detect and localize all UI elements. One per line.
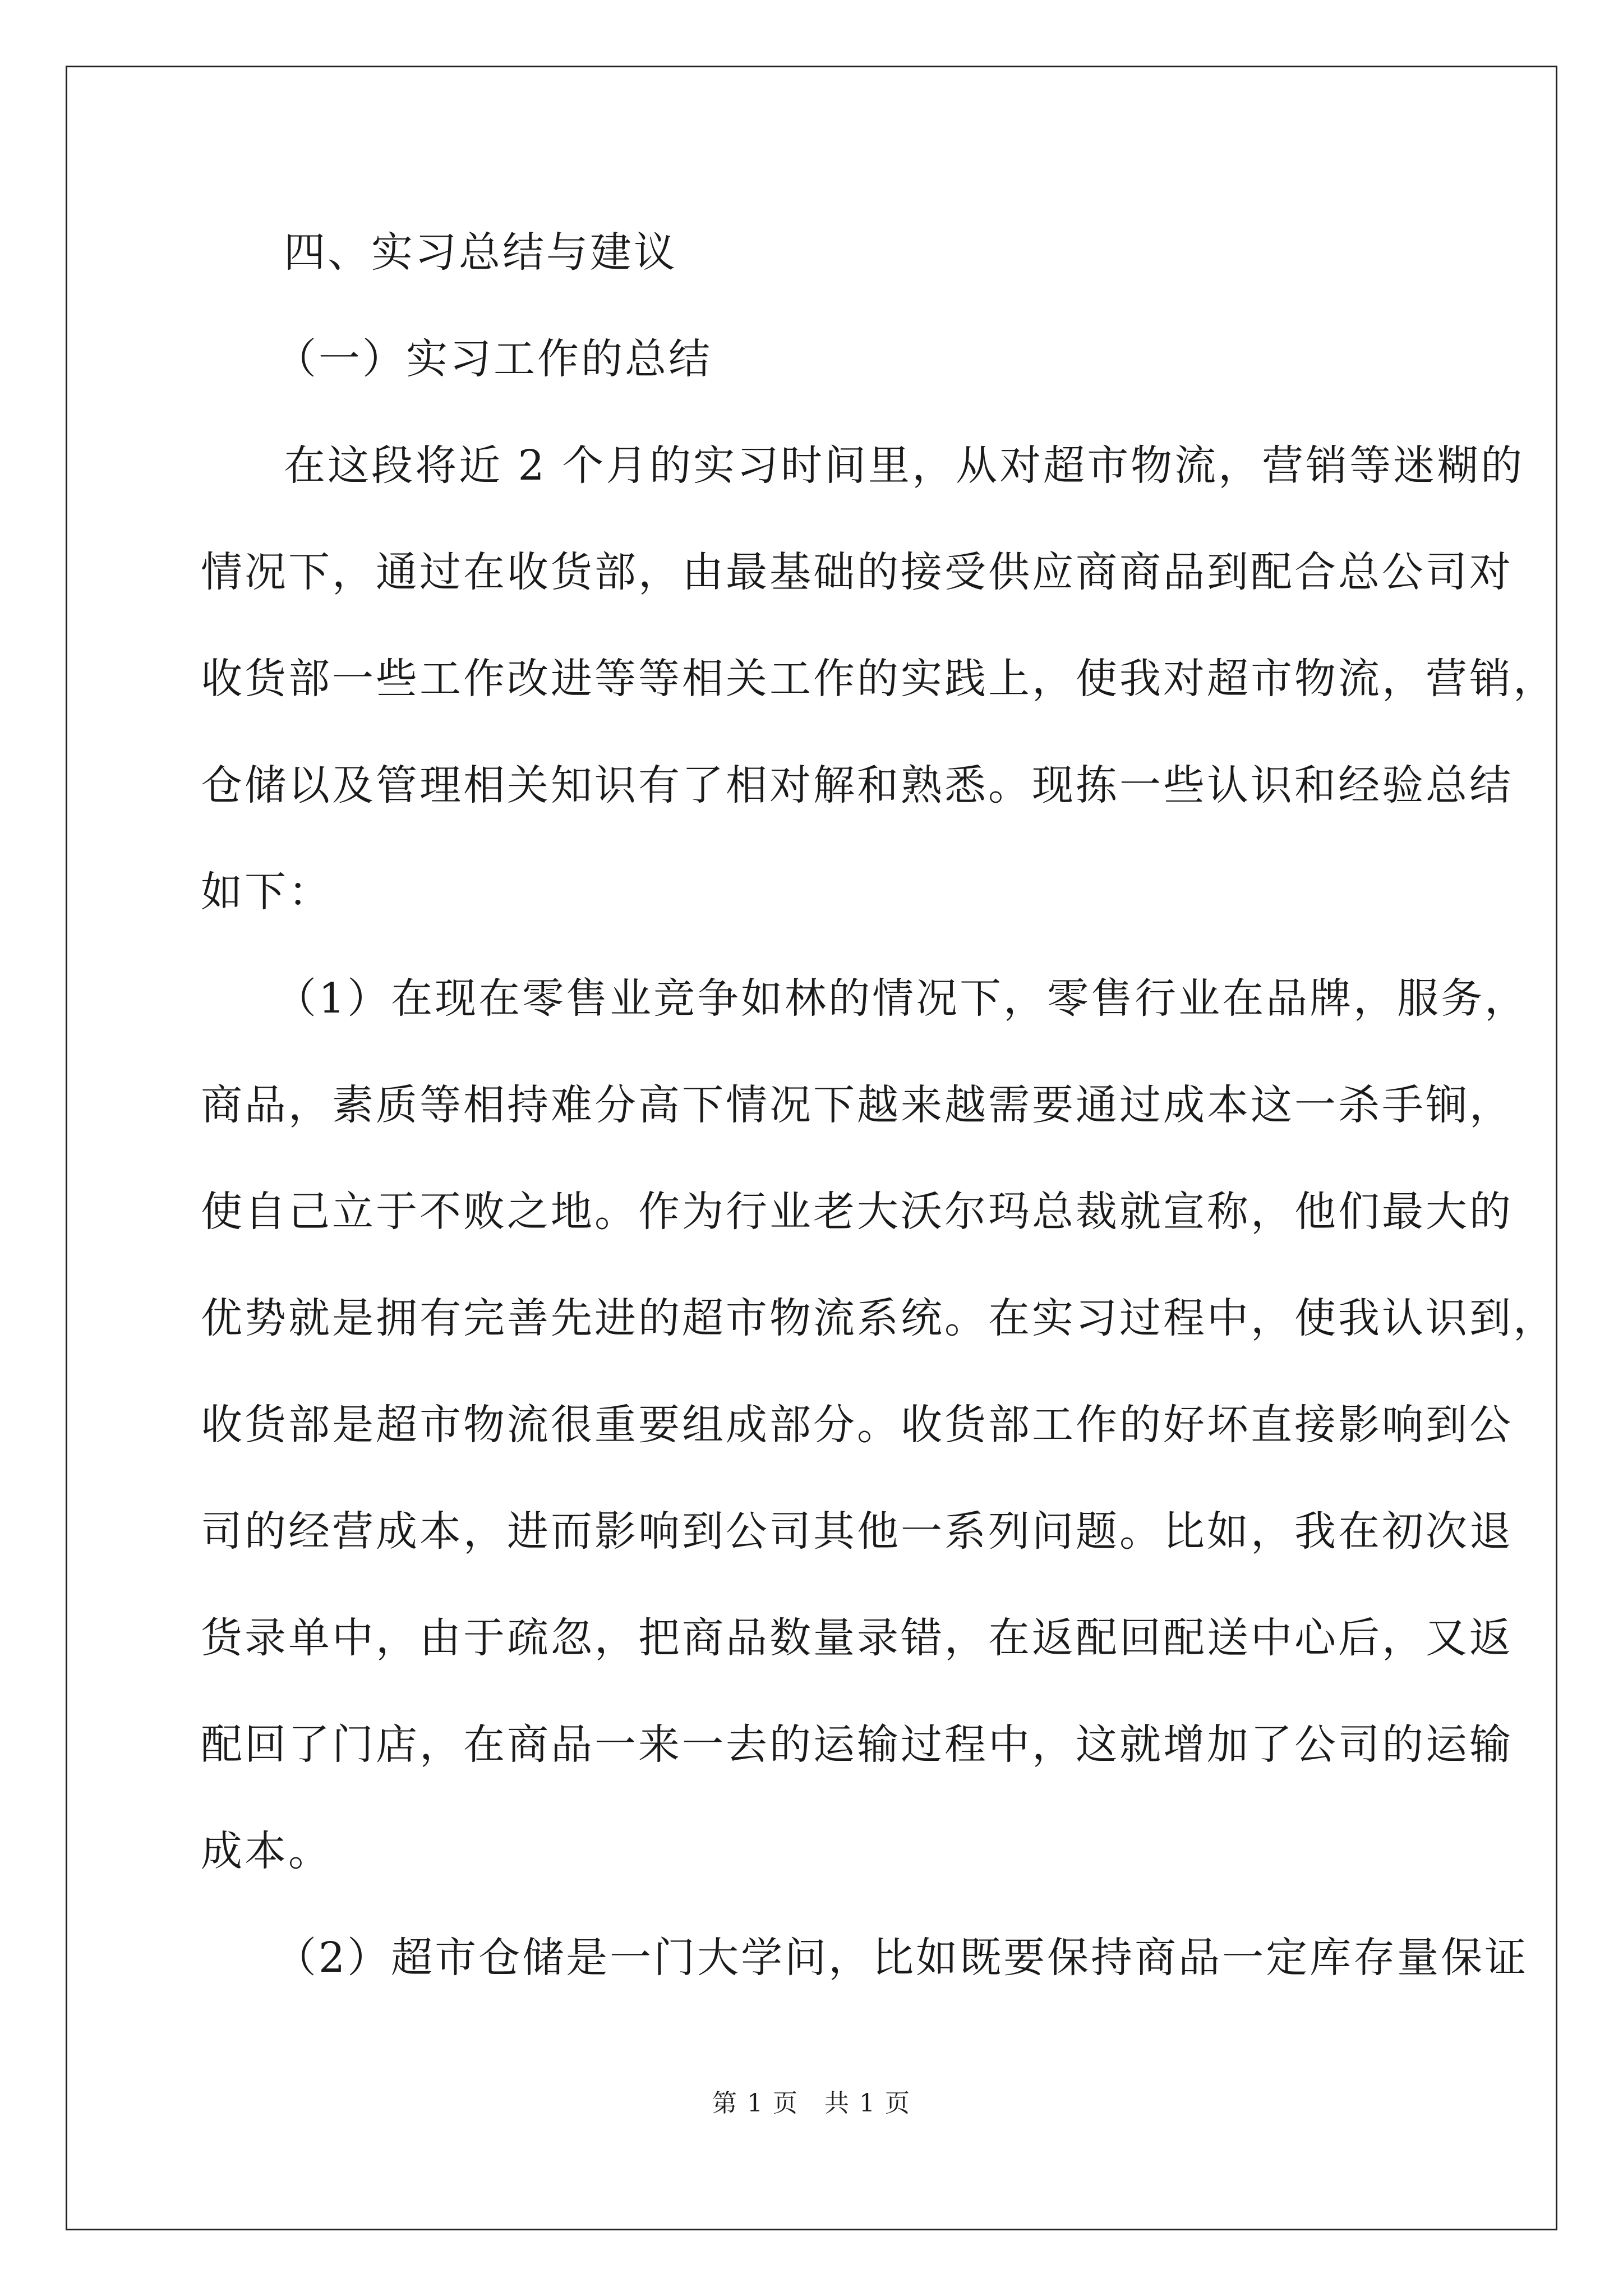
paragraph-line: 货录单中，由于疏忽，把商品数量录错，在返配回配送中心后，又返 [201, 1614, 1513, 1662]
paragraph-line: 配回了门店，在商品一来一去的运输过程中，这就增加了公司的运输 [201, 1720, 1513, 1769]
paragraph-line: 成本。 [201, 1827, 332, 1875]
paragraph-line: 收货部一些工作改进等等相关工作的实践上，使我对超市物流，营销， [201, 655, 1557, 703]
page-footer: 第 1 页 共 1 页 [712, 2089, 911, 2118]
paragraph-line: 司的经营成本，进而影响到公司其他一系列问题。比如，我在初次退 [201, 1507, 1513, 1556]
paragraph-line: （2）超市仓储是一门大学问，比如既要保持商品一定库存量保证 [275, 1934, 1529, 1982]
paragraph-line: 如下： [201, 868, 332, 916]
subsection-heading: （一）实习工作的总结 [275, 335, 712, 383]
paragraph-line: 收货部是超市物流很重要组成部分。收货部工作的好坏直接影响到公 [201, 1401, 1513, 1449]
paragraph-line: 情况下，通过在收货部，由最基础的接受供应商商品到配合总公司对 [201, 548, 1513, 596]
paragraph-line: 仓储以及管理相关知识有了相对解和熟悉。现拣一些认识和经验总结 [201, 761, 1513, 809]
paragraph-line: 优势就是拥有完善先进的超市物流系统。在实习过程中，使我认识到， [201, 1294, 1557, 1342]
paragraph-line: （1）在现在零售业竞争如林的情况下，零售行业在品牌，服务， [275, 974, 1529, 1023]
section-heading: 四、实习总结与建议 [284, 228, 677, 277]
paragraph-line: 使自己立于不败之地。作为行业老大沃尔玛总裁就宣称，他们最大的 [201, 1188, 1513, 1236]
paragraph-line: 在这段将近 2 个月的实习时间里，从对超市物流，营销等迷糊的 [284, 441, 1525, 490]
paragraph-line: 商品，素质等相持难分高下情况下越来越需要通过成本这一杀手锏， [201, 1081, 1513, 1129]
